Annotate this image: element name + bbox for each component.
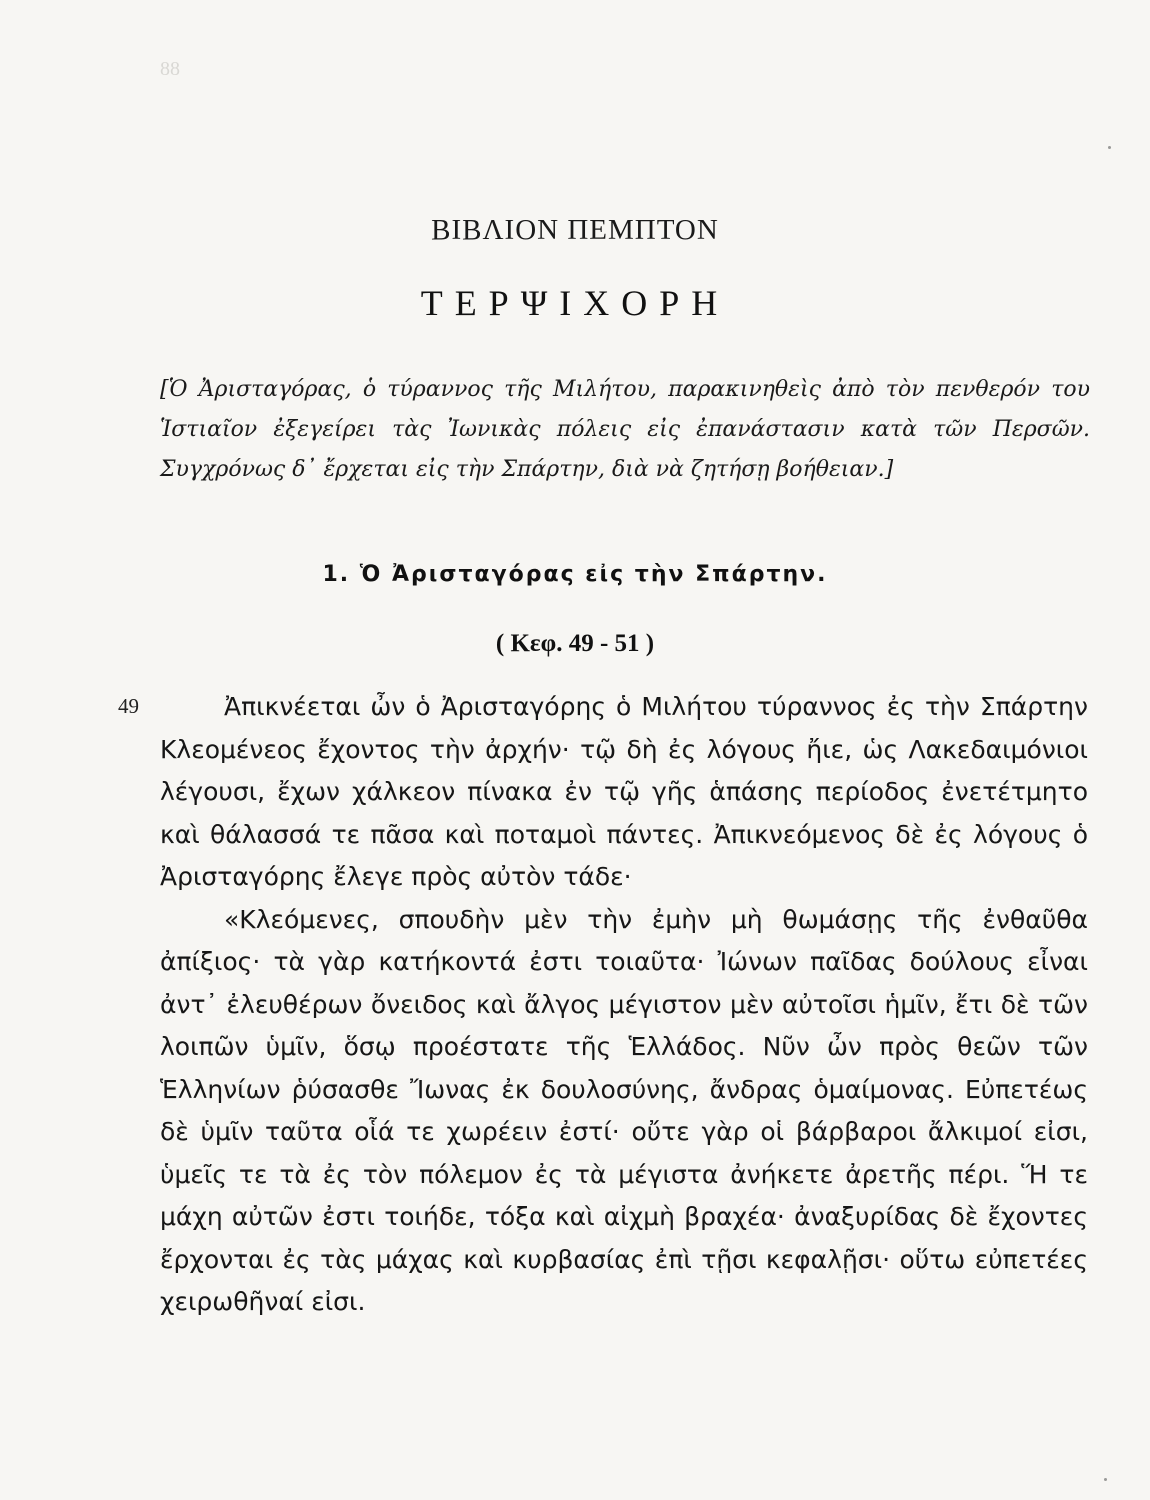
bleed-through-page-number: 88 bbox=[160, 58, 180, 80]
book-title: ΒΙΒΛΙΟΝ ΠΕΜΠΤΟΝ bbox=[431, 214, 719, 246]
greek-text-body bbox=[160, 686, 1088, 1324]
margin-chapter-number: 49 bbox=[118, 694, 139, 718]
ink-speck bbox=[1104, 1478, 1107, 1481]
paragraph: Ἀπικνέεται ὦν ὁ Ἀρισταγόρης ὁ Μιλήτου τύραννος ἐς τὴν Σπάρτην Κλεομένεος ἔχοντος τὴν ἀρχήν· τῷ δὴ ἐς λόγους ἤιε, ὡς Λακεδαιμόνιοι λέγουσι, ἔχων χάλκεον πίνακα ἐν τῷ γῆς ἁπάσης περίοδος ἐνετέτμητο καὶ θάλασσά τε πᾶσα καὶ ποταμοὶ πάντες. Ἀπικνεόμενος δὲ ἐς λόγους ὁ Ἀρισταγόρης ἔλεγε πρὸς αὐτὸν τάδε· bbox=[160, 692, 1088, 891]
section-heading: 1. Ὁ Ἀρισταγόρας εἰς τὴν Σπάρτην. bbox=[322, 562, 828, 587]
chapter-summary: [Ὁ Ἀρισταγόρας, ὁ τύραννος τῆς Μιλήτου, παρακινηθεὶς ἀπὸ τὸν πενθερόν του Ἱστιαῖον ἐξεγείρει τὰς Ἰωνικὰς πόλεις εἰς ἐπανάστασιν κατὰ τῶν Περσῶν. Συγχρόνως δ᾽ ἔρχεται εἰς τὴν Σπάρτην, διὰ νὰ ζητήσῃ βοήθειαν.] bbox=[160, 377, 1090, 482]
ink-speck bbox=[1108, 146, 1111, 149]
book-name: ΤΕΡΨΙΧΟΡΗ bbox=[420, 283, 730, 323]
paragraph: «Κλεόμενες, σπουδὴν μὲν τὴν ἐμὴν μὴ θωμάσῃς τῆς ἐνθαῦθα ἀπίξιος· τὰ γὰρ κατήκοντά ἐστι τοιαῦτα· Ἰώνων παῖδας δούλους εἶναι ἀντ᾽ ἐλευθέρων ὄνειδος καὶ ἄλγος μέγιστον μὲν αὐτοῖσι ἡμῖν, ἔτι δὲ τῶν λοιπῶν ὑμῖν, ὅσῳ προέστατε τῆς Ἑλλάδος. Νῦν ὦν πρὸς θεῶν τῶν Ἑλληνίων ῥύσασθε Ἴωνας ἐκ δουλοσύνης, ἄνδρας ὁμαίμονας. Εὐπετέως δὲ ὑμῖν ταῦτα οἷά τε χωρέειν ἐστί· οὔτε γὰρ οἱ βάρβαροι ἄλκιμοί εἰσι, ὑμεῖς τε τὰ ἐς τὸν πόλεμον ἐς τὰ μέγιστα ἀνήκετε ἀρετῆς πέρι. Ἥ τε μάχη αὐτῶν ἐστι τοιήδε, τόξα καὶ αἰχμὴ βραχέα· ἀναξυρίδας δὲ ἔχοντες ἔρχονται ἐς τὰς μάχας καὶ κυρβασίας ἐπὶ τῇσι κεφαλῇσι· οὕτω εὐπετέες χειρωθῆναί εἰσι. bbox=[160, 904, 1088, 1316]
chapter-range: ( Κεφ. 49 - 51 ) bbox=[495, 630, 655, 657]
